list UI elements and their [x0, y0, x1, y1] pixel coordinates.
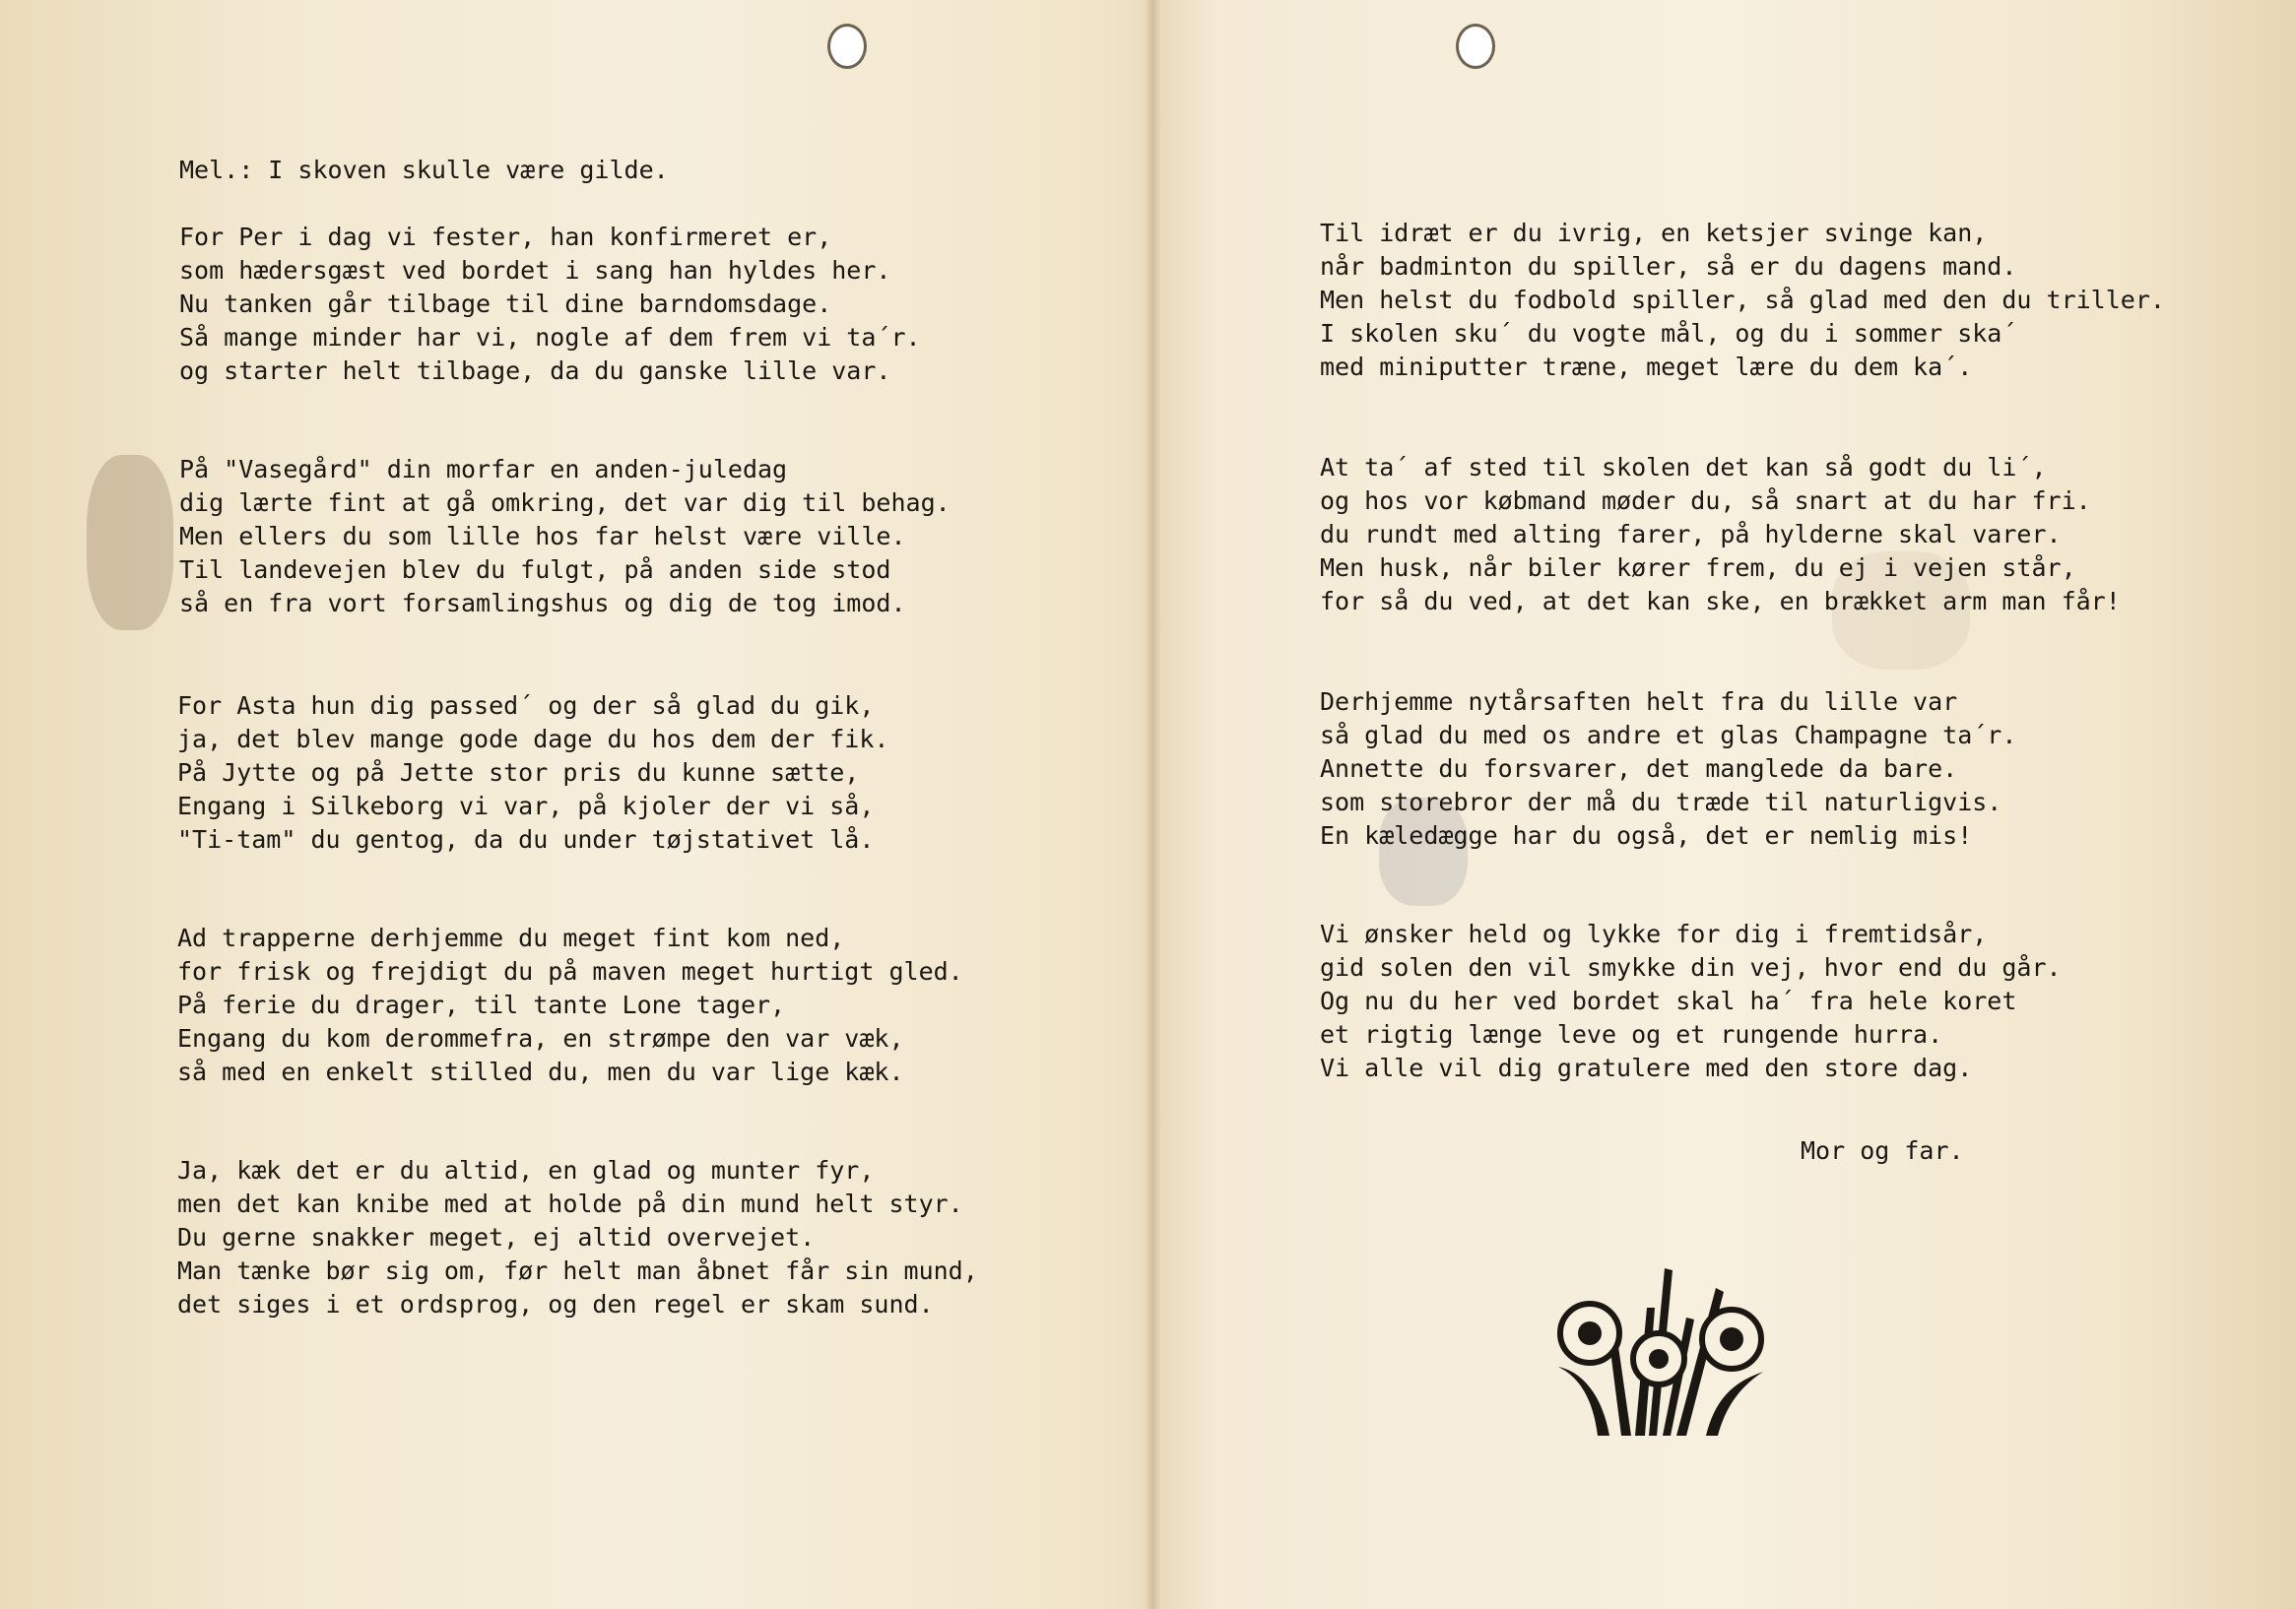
verse-line: for frisk og frejdigt du på maven meget hurtigt gled. [177, 957, 963, 986]
verse-line: Engang i Silkeborg vi var, på kjoler der vi så, [177, 792, 875, 820]
verse-line: så en fra vort forsamlingshus og dig de tog imod. [179, 589, 906, 617]
verse-line: Vi ønsker held og lykke for dig i fremtidsår, [1320, 920, 1988, 948]
verse-line: For Per i dag vi fester, han konfirmeret er, [179, 223, 832, 251]
verse-line: Men husk, når biler kører frem, du ej i vejen står, [1320, 553, 2076, 582]
verse-line: Nu tanken går tilbage til dine barndomsdage. [179, 290, 832, 318]
verse-line: På ferie du drager, til tante Lone tager, [177, 991, 786, 1019]
verse-line: Engang du kom derommefra, en strømpe den var væk, [177, 1024, 904, 1053]
stanza-2 [179, 453, 951, 620]
stanza-3 [177, 689, 888, 857]
stanza-5 [177, 1154, 978, 1321]
verse-line: Så mange minder har vi, nogle af dem frem vi ta´r. [179, 323, 921, 352]
verse-line: når badminton du spiller, så er du dagens mand. [1320, 252, 2017, 281]
verse-line: et rigtig længe leve og et rungende hurra. [1320, 1020, 1943, 1049]
verse-line: "Ti-tam" du gentog, da du under tøjstativet lå. [177, 825, 875, 854]
verse-line: Men helst du fodbold spiller, så glad med den du triller. [1320, 286, 2165, 314]
verse-line: At ta´ af sted til skolen det kan så godt du li´, [1320, 453, 2047, 482]
stanza-9 [1320, 918, 2062, 1085]
verse-line: Ad trapperne derhjemme du meget fint kom ned, [177, 924, 845, 952]
stanza-1 [179, 221, 921, 388]
verse-line: med miniputter træne, meget lære du dem ka´. [1320, 353, 1973, 381]
right-page [1152, 0, 2295, 1609]
verse-line: det siges i et ordsprog, og den regel er skam sund. [177, 1290, 934, 1319]
stanza-4 [177, 922, 963, 1089]
daffodil-bouquet-icon [1539, 1249, 1785, 1436]
verse-line: gid solen den vil smykke din vej, hvor end du går. [1320, 953, 2062, 982]
verse-line: så glad du med os andre et glas Champagne ta´r. [1320, 721, 2017, 749]
verse-line: På Jytte og på Jette stor pris du kunne sætte, [177, 758, 860, 787]
verse-line: I skolen sku´ du vogte mål, og du i sommer ska´ [1320, 319, 2017, 348]
signature: Mor og far. [1801, 1136, 1964, 1165]
verse-line: Man tænke bør sig om, før helt man åbnet får sin mund, [177, 1256, 978, 1285]
stanza-8 [1320, 685, 2016, 853]
verse-line: Derhjemme nytårsaften helt fra du lille var [1320, 687, 1958, 716]
verse-line: så med en enkelt stilled du, men du var lige kæk. [177, 1058, 904, 1086]
verse-line: som hædersgæst ved bordet i sang han hyldes her. [179, 256, 891, 285]
verse-line: Annette du forsvarer, det manglede da bare. [1320, 754, 1958, 783]
verse-line: Og nu du her ved bordet skal ha´ fra hele koret [1320, 987, 2017, 1015]
verse-line: En kæledægge har du også, det er nemlig mis! [1320, 821, 1973, 850]
verse-line: Vi alle vil dig gratulere med den store dag. [1320, 1054, 1973, 1082]
stanza-6 [1320, 217, 2165, 384]
verse-line: For Asta hun dig passed´ og der så glad du gik, [177, 691, 875, 720]
verse-line: Du gerne snakker meget, ej altid overvejet. [177, 1223, 816, 1252]
verse-line: Til idræt er du ivrig, en ketsjer svinge kan, [1320, 219, 1988, 247]
verse-line: Til landevejen blev du fulgt, på anden side stod [179, 555, 891, 584]
verse-line: du rundt med alting farer, på hylderne skal varer. [1320, 520, 2062, 548]
melody-line: Mel.: I skoven skulle være gilde. [179, 156, 669, 184]
verse-line: og starter helt tilbage, da du ganske lille var. [179, 356, 891, 385]
verse-line: Men ellers du som lille hos far helst være ville. [179, 522, 906, 550]
verse-line: for så du ved, at det kan ske, en brækket arm man får! [1320, 587, 2121, 615]
verse-line: På "Vasegård" din morfar en anden-juledag [179, 455, 788, 483]
left-page [0, 0, 1143, 1609]
verse-line: og hos vor købmand møder du, så snart at du har fri. [1320, 486, 2091, 515]
verse-line: Ja, kæk det er du altid, en glad og munter fyr, [177, 1156, 875, 1185]
verse-line: ja, det blev mange gode dage du hos dem der fik. [177, 725, 889, 753]
verse-line: men det kan knibe med at holde på din mund helt styr. [177, 1190, 963, 1218]
verse-line: dig lærte fint at gå omkring, det var dig til behag. [179, 488, 951, 517]
verse-line: som storebror der må du træde til naturligvis. [1320, 788, 2002, 816]
stanza-7 [1320, 451, 2121, 618]
